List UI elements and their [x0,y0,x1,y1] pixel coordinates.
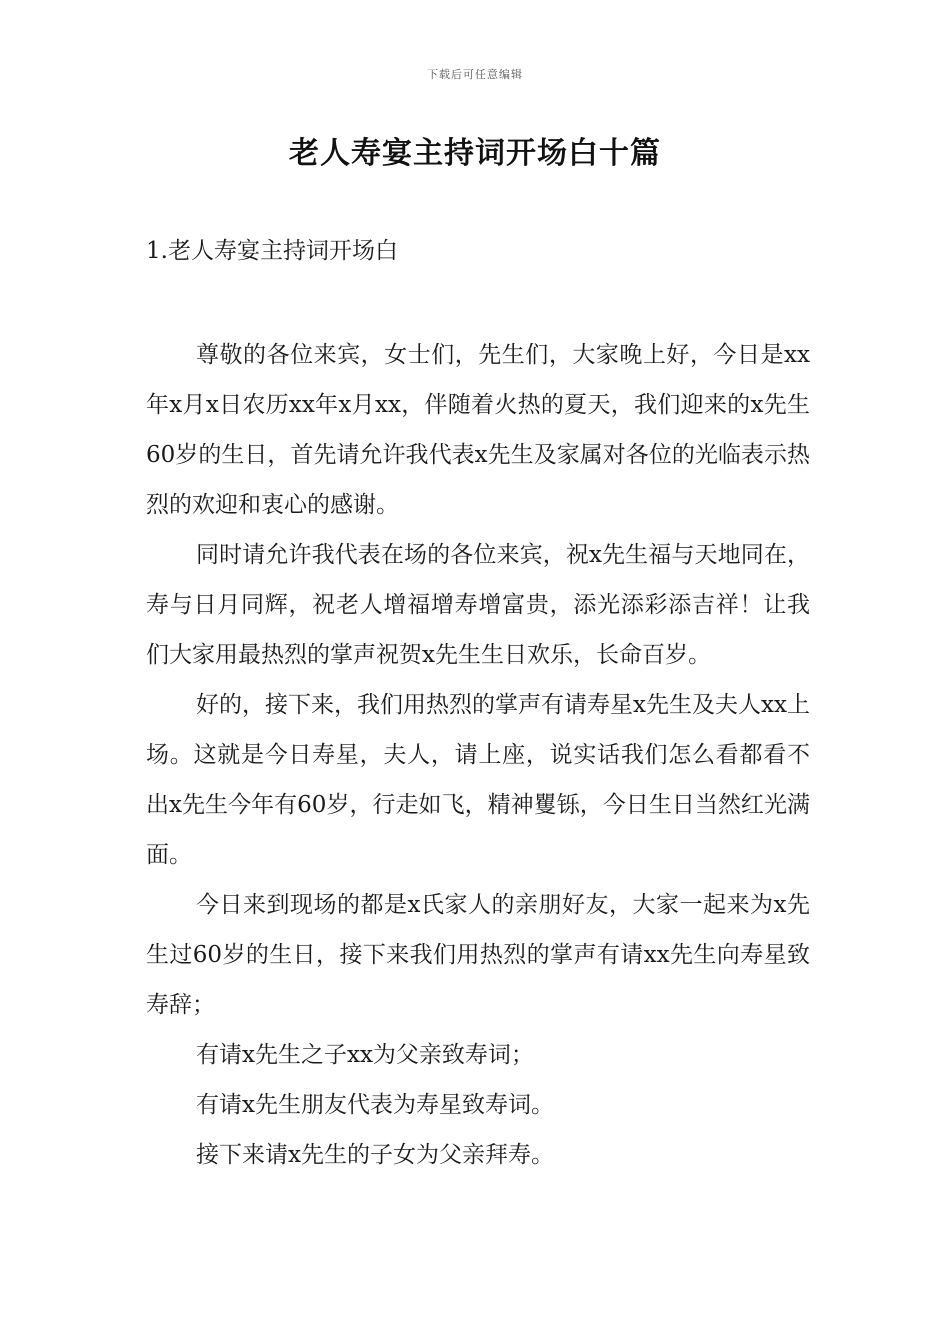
paragraph: 有请x先生朋友代表为寿星致寿词。 [196,1092,554,1118]
paragraph: 同时请允许我代表在场的各位来宾，祝x先生福与天地同在，寿与日月同辉，祝老人增福增寿增富贵，添光添彩添吉祥！让我们大家用最热烈的掌声祝贺x先生生日欢乐，长命百岁。 [146,542,810,668]
paragraph: 今日来到现场的都是x氏家人的亲朋好友，大家一起来为x先生过60岁的生日，接下来我们用热烈的掌声有请xx先生向寿星致寿辞； [146,892,810,1018]
paragraph: 尊敬的各位来宾，女士们，先生们，大家晚上好，今日是xx年x月x日农历xx年x月xx，伴随着火热的夏天，我们迎来的x先生60岁的生日，首先请允许我代表x先生及家属对各位的光临表示热烈的欢迎和衷心的感谢。 [146,342,810,518]
section-heading: 1.老人寿宴主持词开场白 [146,238,398,264]
document-title: 老人寿宴主持词开场白十篇 [289,136,661,171]
paragraph: 好的，接下来，我们用热烈的掌声有请寿星x先生及夫人xx上场。这就是今日寿星，夫人，请上座，说实话我们怎么看都看不出x先生今年有60岁，行走如飞，精神矍铄，今日生日当然红光满面。 [146,692,810,868]
paragraph: 有请x先生之子xx为父亲致寿词； [196,1042,534,1068]
body-text [146,330,810,1180]
header-note: 下载后可任意编辑 [427,68,523,81]
paragraph: 接下来请x先生的子女为父亲拜寿。 [196,1142,554,1168]
